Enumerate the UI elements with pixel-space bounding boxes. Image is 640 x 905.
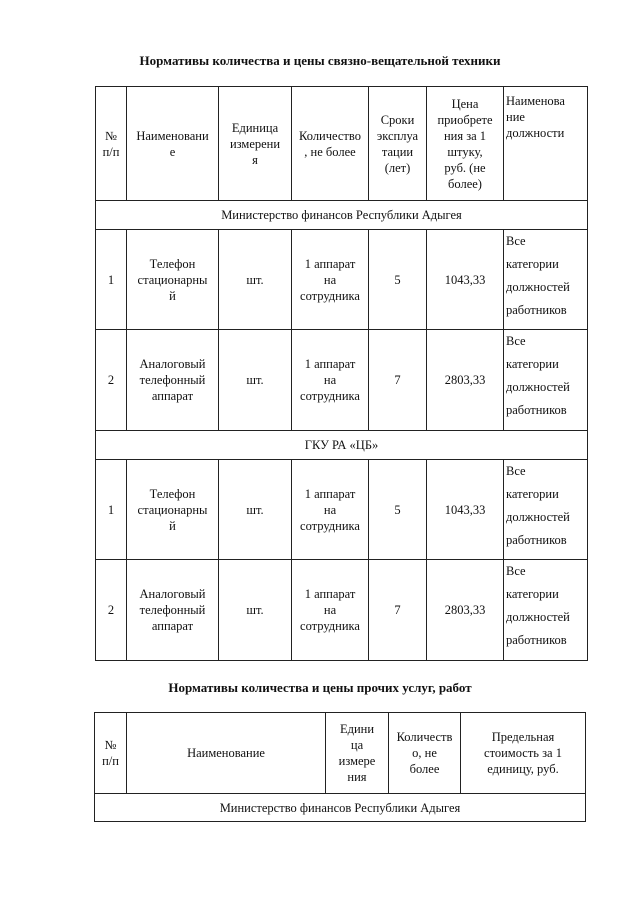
row-unit: шт. — [219, 460, 292, 560]
section-title: Министерство финансов Республики Адыгея — [96, 201, 588, 230]
row-term: 7 — [369, 330, 427, 431]
row-qty: 1 аппарат на сотрудника — [292, 230, 369, 330]
row-price: 2803,33 — [427, 330, 504, 431]
table-row — [96, 230, 588, 330]
header-name: Наименование — [127, 713, 326, 794]
row-qty: 1 аппарат на сотрудника — [292, 330, 369, 431]
header-qty: Количество , не более — [292, 87, 369, 201]
equipment-table — [95, 86, 588, 661]
table1-title: Нормативы количества и цены связно-вещательной техники — [139, 53, 501, 68]
row-num: 2 — [96, 330, 127, 431]
row-num: 1 — [96, 230, 127, 330]
row-name: Аналоговый телефонный аппарат — [127, 560, 219, 661]
row-name: Телефон стационарны й — [127, 460, 219, 560]
table2-title: Нормативы количества и цены прочих услуг, работ — [168, 680, 472, 695]
table-row — [96, 560, 588, 661]
section-row — [95, 794, 586, 822]
row-position: Все категории должностей работников — [504, 330, 588, 431]
row-num: 1 — [96, 460, 127, 560]
row-num: 2 — [96, 560, 127, 661]
row-term: 5 — [369, 460, 427, 560]
row-name: Телефон стационарны й — [127, 230, 219, 330]
section-title: ГКУ РА «ЦБ» — [96, 431, 588, 460]
header-row — [96, 87, 588, 201]
row-qty: 1 аппарат на сотрудника — [292, 560, 369, 661]
header-price: Предельная стоимость за 1 единицу, руб. — [461, 713, 586, 794]
row-qty: 1 аппарат на сотрудника — [292, 460, 369, 560]
row-price: 1043,33 — [427, 230, 504, 330]
row-term: 5 — [369, 230, 427, 330]
row-position: Все категории должностей работников — [504, 560, 588, 661]
section-title: Министерство финансов Республики Адыгея — [95, 794, 586, 822]
section-row — [96, 431, 588, 460]
table-row — [96, 330, 588, 431]
row-unit: шт. — [219, 330, 292, 431]
header-price: Цена приобрете ния за 1 штуку, руб. (не более) — [427, 87, 504, 201]
header-position: Наименова ние должности — [504, 87, 588, 201]
header-term: Сроки эксплуа тации (лет) — [369, 87, 427, 201]
header-num: № п/п — [96, 87, 127, 201]
services-table — [94, 712, 586, 822]
row-position: Все категории должностей работников — [504, 460, 588, 560]
row-price: 2803,33 — [427, 560, 504, 661]
row-position: Все категории должностей работников — [504, 230, 588, 330]
row-name: Аналоговый телефонный аппарат — [127, 330, 219, 431]
header-row — [95, 713, 586, 794]
row-term: 7 — [369, 560, 427, 661]
header-unit: Едини ца измере ния — [326, 713, 389, 794]
header-qty: Количеств о, не более — [389, 713, 461, 794]
row-unit: шт. — [219, 230, 292, 330]
section-row — [96, 201, 588, 230]
table-row — [96, 460, 588, 560]
header-unit: Единица измерени я — [219, 87, 292, 201]
header-num: № п/п — [95, 713, 127, 794]
header-name: Наименовани е — [127, 87, 219, 201]
row-unit: шт. — [219, 560, 292, 661]
row-price: 1043,33 — [427, 460, 504, 560]
